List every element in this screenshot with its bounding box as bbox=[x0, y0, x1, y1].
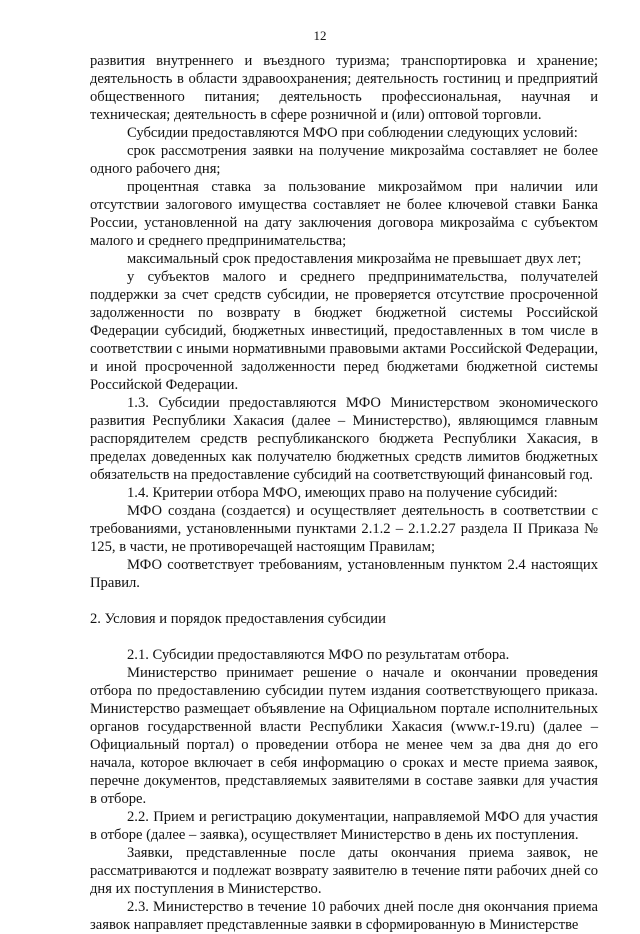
paragraph-debt-check: у субъектов малого и среднего предпринимательства, получателей поддержки за счет средств субсидии, не проверяется отсутствие просроченной задолженности по возврату в бюджет бюджетной системы Российской Федерации субсидий, бюджетных инвестиций, предоставленных в том числе в соответствии с иными нормативными правовыми актами Российской Федерации, и иной просроченной задолженности перед бюджетами бюджетной системы Российской Федерации. bbox=[90, 269, 598, 393]
paragraph-activity-list: развития внутреннего и въездного туризма; транспортировка и хранение; деятельность в области здравоохранения; деятельность гостиниц и предприятий общественного питания; деятельность профессиональная, научная и техническая; деятельность в сфере розничной и (или) оптовой торговли. bbox=[90, 53, 598, 123]
paragraph-conditions-intro: Субсидии предоставляются МФО при соблюдении следующих условий: bbox=[127, 125, 578, 141]
paragraph-criterion-creation: МФО создана (создается) и осуществляет деятельность в соответствии с требованиями, установленными пунктами 2.1.2 – 2.1.2.27 раздела II Приказа № 125, в части, не противоречащей настоящим Правилам; bbox=[90, 503, 598, 555]
paragraph-2-3: 2.3. Министерство в течение 10 рабочих дней после дня окончания приема заявок направляет представленные заявки в сформированную в Министерстве bbox=[90, 899, 598, 933]
paragraph-late-applications: Заявки, представленные после даты окончания приема заявок, не рассматриваются и подлежат возврату заявителю в течение пяти рабочих дней со дня их поступления в Министерство. bbox=[90, 845, 598, 897]
paragraph-criterion-requirements: МФО соответствует требованиям, установленным пунктом 2.4 настоящих Правил. bbox=[90, 557, 598, 591]
paragraph-2-1: 2.1. Субсидии предоставляются МФО по результатам отбора. bbox=[127, 647, 510, 663]
paragraph-interest-rate: процентная ставка за пользование микрозаймом при наличии или отсутствии залогового имущества составляет не более ключевой ставки Банка России, установленной на дату заключения договора микрозайма с субъектом малого и среднего предпринимательства; bbox=[90, 179, 598, 249]
paragraph-selection-announcement: Министерство принимает решение о начале и окончании проведения отбора по предоставлению субсидии путем издания соответствующего приказа. Министерство размещает объявление на Официальном портале исполнительных органов государственной власти Республики Хакасия (www.r-19.ru) (далее – Официальный портал) о проведении отбора не менее чем за два дня до его начала, которое включает в себя информацию о сроках и месте приема заявок, перечне документов, представляемых заявителями в составе заявки для участия в отборе. bbox=[90, 665, 598, 807]
page-number: 12 bbox=[313, 28, 327, 43]
paragraph-max-term: максимальный срок предоставления микрозайма не превышает двух лет; bbox=[127, 251, 582, 267]
paragraph-review-term: срок рассмотрения заявки на получение микрозайма составляет не более одного рабочего дня; bbox=[90, 143, 598, 177]
section-heading: 2. Условия и порядок предоставления субсидии bbox=[90, 611, 386, 627]
document-body bbox=[90, 52, 598, 934]
paragraph-1-4: 1.4. Критерии отбора МФО, имеющих право на получение субсидий: bbox=[127, 485, 558, 501]
paragraph-2-2: 2.2. Прием и регистрацию документации, направляемой МФО для участия в отборе (далее – заявка), осуществляет Министерство в день их поступления. bbox=[90, 809, 598, 843]
paragraph-1-3: 1.3. Субсидии предоставляются МФО Министерством экономического развития Республики Хакасия (далее – Министерство), являющимся главным распорядителем средств республиканского бюджета Республики Хакасия, в пределах доведенных как получателю бюджетных средств лимитов бюджетных обязательств на предоставление субсидий на соответствующий финансовый год. bbox=[90, 395, 598, 483]
